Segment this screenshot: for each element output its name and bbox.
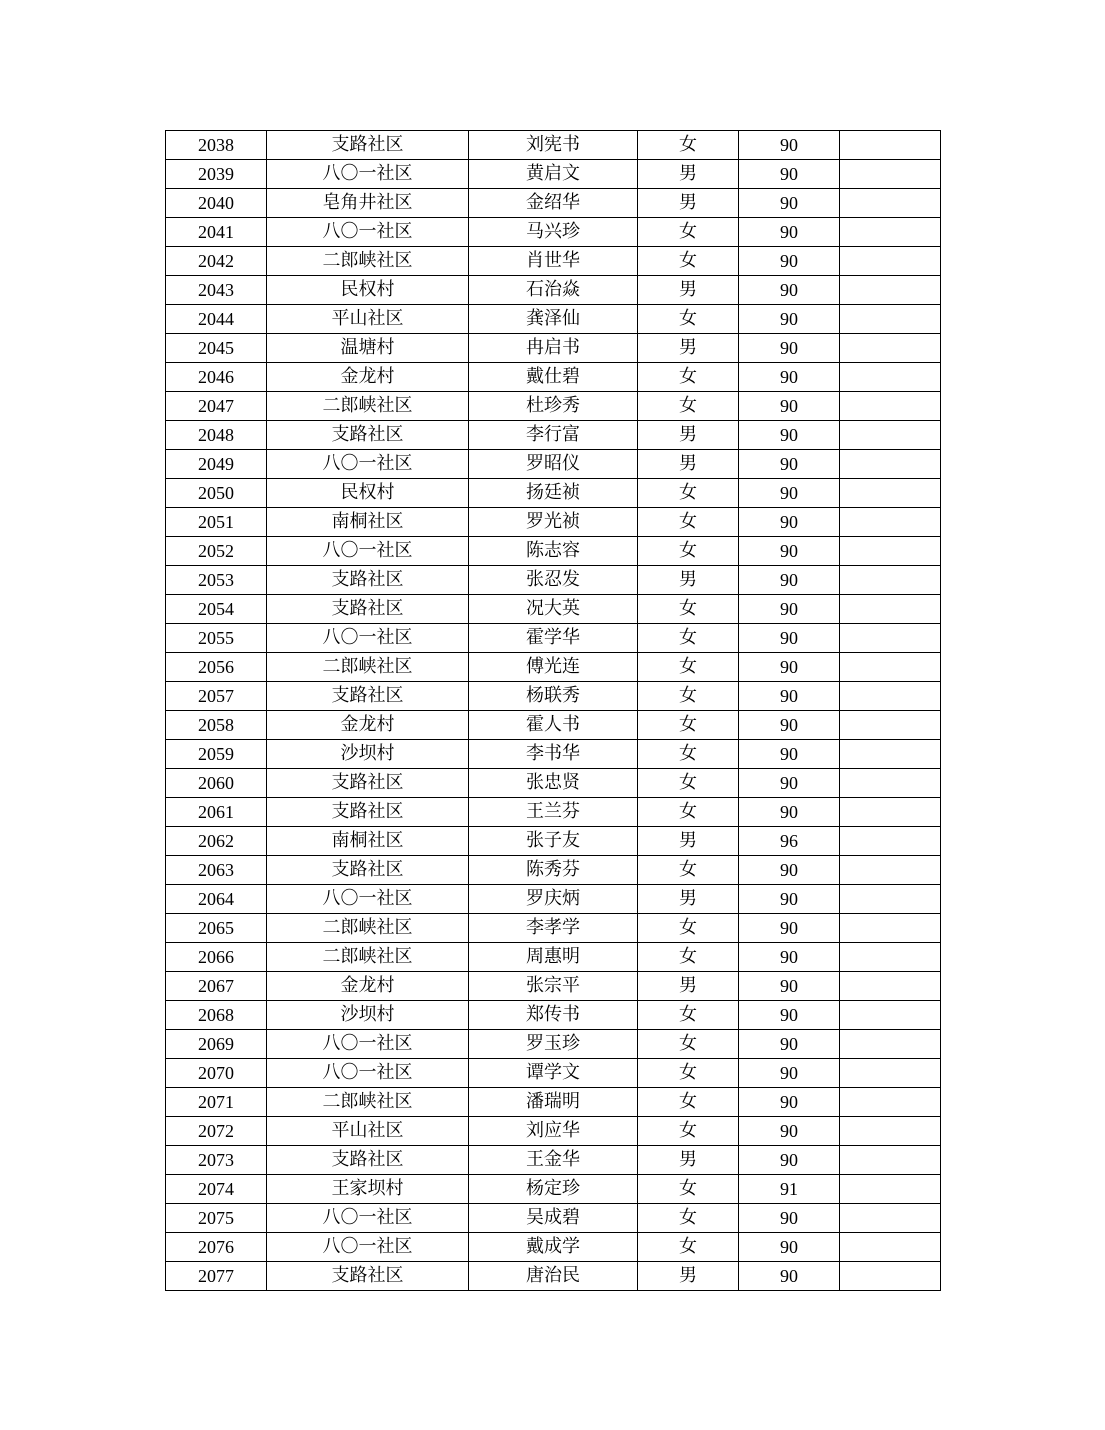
cell-note <box>840 160 941 189</box>
cell-community: 二郎峡社区 <box>267 1088 469 1117</box>
cell-note <box>840 740 941 769</box>
cell-age: 90 <box>739 1001 840 1030</box>
cell-note <box>840 1175 941 1204</box>
cell-community: 支路社区 <box>267 421 469 450</box>
table-row <box>166 914 941 943</box>
cell-age: 90 <box>739 566 840 595</box>
cell-name: 傅光连 <box>469 653 638 682</box>
cell-note <box>840 885 941 914</box>
cell-gender: 女 <box>638 1117 739 1146</box>
cell-name: 金绍华 <box>469 189 638 218</box>
cell-number: 2045 <box>166 334 267 363</box>
cell-note <box>840 392 941 421</box>
cell-note <box>840 682 941 711</box>
cell-gender: 女 <box>638 711 739 740</box>
cell-number: 2060 <box>166 769 267 798</box>
cell-age: 90 <box>739 1088 840 1117</box>
cell-age: 90 <box>739 247 840 276</box>
cell-community: 支路社区 <box>267 595 469 624</box>
cell-name: 况大英 <box>469 595 638 624</box>
cell-note <box>840 943 941 972</box>
cell-community: 八〇一社区 <box>267 537 469 566</box>
table-row <box>166 856 941 885</box>
cell-age: 90 <box>739 421 840 450</box>
cell-note <box>840 508 941 537</box>
cell-name: 潘瑞明 <box>469 1088 638 1117</box>
table-row <box>166 798 941 827</box>
cell-note <box>840 711 941 740</box>
cell-age: 90 <box>739 682 840 711</box>
cell-age: 90 <box>739 798 840 827</box>
cell-name: 霍学华 <box>469 624 638 653</box>
cell-number: 2069 <box>166 1030 267 1059</box>
cell-name: 王金华 <box>469 1146 638 1175</box>
cell-gender: 女 <box>638 1175 739 1204</box>
cell-name: 罗庆炳 <box>469 885 638 914</box>
cell-number: 2042 <box>166 247 267 276</box>
table-row <box>166 1088 941 1117</box>
cell-age: 90 <box>739 450 840 479</box>
cell-age: 90 <box>739 1030 840 1059</box>
cell-gender: 女 <box>638 1001 739 1030</box>
cell-gender: 女 <box>638 1204 739 1233</box>
cell-note <box>840 363 941 392</box>
cell-name: 李孝学 <box>469 914 638 943</box>
cell-age: 90 <box>739 1204 840 1233</box>
cell-number: 2046 <box>166 363 267 392</box>
cell-name: 陈志容 <box>469 537 638 566</box>
cell-community: 支路社区 <box>267 1146 469 1175</box>
table-row <box>166 247 941 276</box>
cell-community: 支路社区 <box>267 798 469 827</box>
cell-gender: 男 <box>638 566 739 595</box>
cell-age: 90 <box>739 131 840 160</box>
cell-number: 2064 <box>166 885 267 914</box>
table-row <box>166 218 941 247</box>
cell-community: 平山社区 <box>267 305 469 334</box>
cell-age: 90 <box>739 479 840 508</box>
cell-name: 王兰芬 <box>469 798 638 827</box>
cell-gender: 女 <box>638 914 739 943</box>
cell-age: 90 <box>739 1233 840 1262</box>
cell-number: 2067 <box>166 972 267 1001</box>
cell-gender: 女 <box>638 1059 739 1088</box>
cell-age: 90 <box>739 653 840 682</box>
cell-age: 90 <box>739 914 840 943</box>
table-row <box>166 566 941 595</box>
cell-gender: 女 <box>638 682 739 711</box>
cell-name: 马兴珍 <box>469 218 638 247</box>
cell-note <box>840 276 941 305</box>
cell-gender: 女 <box>638 595 739 624</box>
table-row <box>166 131 941 160</box>
cell-gender: 男 <box>638 885 739 914</box>
table-row <box>166 1146 941 1175</box>
cell-note <box>840 1030 941 1059</box>
table-row <box>166 740 941 769</box>
cell-name: 张忍发 <box>469 566 638 595</box>
cell-age: 90 <box>739 1059 840 1088</box>
cell-gender: 女 <box>638 1030 739 1059</box>
cell-name: 肖世华 <box>469 247 638 276</box>
table-row <box>166 972 941 1001</box>
table-row <box>166 827 941 856</box>
cell-name: 李行富 <box>469 421 638 450</box>
table-row <box>166 479 941 508</box>
cell-name: 扬廷祯 <box>469 479 638 508</box>
cell-name: 罗光祯 <box>469 508 638 537</box>
cell-age: 90 <box>739 392 840 421</box>
cell-gender: 男 <box>638 1262 739 1291</box>
cell-name: 刘应华 <box>469 1117 638 1146</box>
table-row <box>166 1059 941 1088</box>
cell-community: 王家坝村 <box>267 1175 469 1204</box>
cell-note <box>840 856 941 885</box>
cell-gender: 女 <box>638 305 739 334</box>
cell-age: 90 <box>739 189 840 218</box>
cell-age: 90 <box>739 943 840 972</box>
cell-number: 2050 <box>166 479 267 508</box>
cell-community: 二郎峡社区 <box>267 247 469 276</box>
cell-number: 2053 <box>166 566 267 595</box>
cell-community: 支路社区 <box>267 769 469 798</box>
cell-number: 2051 <box>166 508 267 537</box>
cell-age: 90 <box>739 595 840 624</box>
cell-name: 罗昭仪 <box>469 450 638 479</box>
cell-community: 支路社区 <box>267 566 469 595</box>
cell-number: 2055 <box>166 624 267 653</box>
cell-note <box>840 1146 941 1175</box>
table-row <box>166 624 941 653</box>
table-row <box>166 189 941 218</box>
table-row <box>166 711 941 740</box>
cell-gender: 男 <box>638 334 739 363</box>
cell-gender: 女 <box>638 537 739 566</box>
cell-number: 2074 <box>166 1175 267 1204</box>
roster-body <box>166 131 941 1291</box>
cell-age: 90 <box>739 363 840 392</box>
cell-community: 二郎峡社区 <box>267 943 469 972</box>
cell-community: 二郎峡社区 <box>267 392 469 421</box>
cell-number: 2049 <box>166 450 267 479</box>
cell-gender: 女 <box>638 392 739 421</box>
cell-number: 2040 <box>166 189 267 218</box>
cell-gender: 男 <box>638 450 739 479</box>
cell-number: 2065 <box>166 914 267 943</box>
cell-number: 2056 <box>166 653 267 682</box>
cell-name: 谭学文 <box>469 1059 638 1088</box>
cell-name: 戴仕碧 <box>469 363 638 392</box>
cell-number: 2057 <box>166 682 267 711</box>
cell-community: 南桐社区 <box>267 508 469 537</box>
cell-community: 支路社区 <box>267 131 469 160</box>
cell-number: 2063 <box>166 856 267 885</box>
cell-age: 90 <box>739 1146 840 1175</box>
cell-note <box>840 827 941 856</box>
cell-age: 90 <box>739 1117 840 1146</box>
table-row <box>166 1233 941 1262</box>
cell-note <box>840 1204 941 1233</box>
table-row <box>166 160 941 189</box>
cell-gender: 女 <box>638 1088 739 1117</box>
cell-name: 杨定珍 <box>469 1175 638 1204</box>
cell-number: 2059 <box>166 740 267 769</box>
cell-gender: 男 <box>638 276 739 305</box>
cell-note <box>840 624 941 653</box>
cell-name: 石治焱 <box>469 276 638 305</box>
cell-name: 刘宪书 <box>469 131 638 160</box>
cell-name: 吴成碧 <box>469 1204 638 1233</box>
cell-note <box>840 479 941 508</box>
table-row <box>166 537 941 566</box>
cell-gender: 女 <box>638 653 739 682</box>
cell-note <box>840 421 941 450</box>
cell-age: 90 <box>739 218 840 247</box>
cell-gender: 男 <box>638 189 739 218</box>
table-row <box>166 943 941 972</box>
cell-community: 南桐社区 <box>267 827 469 856</box>
cell-name: 冉启书 <box>469 334 638 363</box>
cell-age: 90 <box>739 885 840 914</box>
cell-age: 90 <box>739 160 840 189</box>
cell-number: 2075 <box>166 1204 267 1233</box>
cell-community: 支路社区 <box>267 856 469 885</box>
cell-note <box>840 334 941 363</box>
cell-gender: 女 <box>638 218 739 247</box>
cell-community: 八〇一社区 <box>267 1204 469 1233</box>
cell-note <box>840 595 941 624</box>
cell-age: 90 <box>739 624 840 653</box>
cell-community: 支路社区 <box>267 682 469 711</box>
table-row <box>166 595 941 624</box>
cell-community: 沙坝村 <box>267 1001 469 1030</box>
cell-gender: 男 <box>638 160 739 189</box>
cell-number: 2044 <box>166 305 267 334</box>
cell-note <box>840 653 941 682</box>
cell-note <box>840 798 941 827</box>
cell-community: 二郎峡社区 <box>267 914 469 943</box>
cell-number: 2076 <box>166 1233 267 1262</box>
cell-number: 2062 <box>166 827 267 856</box>
cell-number: 2073 <box>166 1146 267 1175</box>
cell-age: 90 <box>739 769 840 798</box>
cell-age: 91 <box>739 1175 840 1204</box>
cell-name: 罗玉珍 <box>469 1030 638 1059</box>
cell-community: 沙坝村 <box>267 740 469 769</box>
table-row <box>166 682 941 711</box>
cell-name: 张忠贤 <box>469 769 638 798</box>
table-row <box>166 305 941 334</box>
table-row <box>166 1030 941 1059</box>
cell-number: 2070 <box>166 1059 267 1088</box>
cell-note <box>840 537 941 566</box>
cell-age: 96 <box>739 827 840 856</box>
cell-number: 2077 <box>166 1262 267 1291</box>
table-row <box>166 334 941 363</box>
cell-gender: 女 <box>638 943 739 972</box>
table-row <box>166 363 941 392</box>
cell-number: 2072 <box>166 1117 267 1146</box>
cell-note <box>840 972 941 1001</box>
cell-community: 八〇一社区 <box>267 1233 469 1262</box>
cell-number: 2039 <box>166 160 267 189</box>
cell-note <box>840 1262 941 1291</box>
cell-note <box>840 450 941 479</box>
cell-note <box>840 247 941 276</box>
cell-name: 张宗平 <box>469 972 638 1001</box>
table-row <box>166 1001 941 1030</box>
cell-community: 八〇一社区 <box>267 160 469 189</box>
cell-name: 周惠明 <box>469 943 638 972</box>
cell-note <box>840 1001 941 1030</box>
cell-community: 金龙村 <box>267 363 469 392</box>
cell-name: 郑传书 <box>469 1001 638 1030</box>
cell-number: 2058 <box>166 711 267 740</box>
cell-age: 90 <box>739 305 840 334</box>
cell-number: 2061 <box>166 798 267 827</box>
cell-gender: 男 <box>638 421 739 450</box>
cell-gender: 女 <box>638 856 739 885</box>
cell-community: 八〇一社区 <box>267 1030 469 1059</box>
cell-community: 二郎峡社区 <box>267 653 469 682</box>
cell-number: 2038 <box>166 131 267 160</box>
cell-name: 霍人书 <box>469 711 638 740</box>
cell-community: 八〇一社区 <box>267 624 469 653</box>
cell-note <box>840 1059 941 1088</box>
table-row <box>166 1262 941 1291</box>
cell-community: 支路社区 <box>267 1262 469 1291</box>
cell-name: 龚泽仙 <box>469 305 638 334</box>
table-row <box>166 885 941 914</box>
cell-name: 陈秀芬 <box>469 856 638 885</box>
cell-gender: 女 <box>638 624 739 653</box>
cell-name: 杨联秀 <box>469 682 638 711</box>
table-row <box>166 421 941 450</box>
cell-name: 黄启文 <box>469 160 638 189</box>
cell-gender: 男 <box>638 1146 739 1175</box>
cell-community: 金龙村 <box>267 972 469 1001</box>
cell-community: 民权村 <box>267 276 469 305</box>
cell-gender: 女 <box>638 740 739 769</box>
cell-number: 2054 <box>166 595 267 624</box>
cell-age: 90 <box>739 1262 840 1291</box>
cell-age: 90 <box>739 711 840 740</box>
cell-note <box>840 131 941 160</box>
cell-note <box>840 914 941 943</box>
cell-note <box>840 769 941 798</box>
table-row <box>166 1117 941 1146</box>
cell-note <box>840 189 941 218</box>
cell-number: 2043 <box>166 276 267 305</box>
cell-community: 温塘村 <box>267 334 469 363</box>
cell-community: 八〇一社区 <box>267 1059 469 1088</box>
cell-number: 2041 <box>166 218 267 247</box>
cell-name: 李书华 <box>469 740 638 769</box>
cell-gender: 女 <box>638 798 739 827</box>
cell-note <box>840 1233 941 1262</box>
cell-age: 90 <box>739 276 840 305</box>
cell-gender: 男 <box>638 972 739 1001</box>
table-row <box>166 392 941 421</box>
table-row <box>166 769 941 798</box>
cell-number: 2052 <box>166 537 267 566</box>
cell-community: 八〇一社区 <box>267 218 469 247</box>
cell-gender: 女 <box>638 1233 739 1262</box>
cell-number: 2071 <box>166 1088 267 1117</box>
cell-number: 2068 <box>166 1001 267 1030</box>
table-row <box>166 508 941 537</box>
cell-gender: 男 <box>638 827 739 856</box>
cell-community: 皂角井社区 <box>267 189 469 218</box>
cell-note <box>840 566 941 595</box>
cell-community: 平山社区 <box>267 1117 469 1146</box>
cell-note <box>840 1117 941 1146</box>
table-row <box>166 653 941 682</box>
cell-age: 90 <box>739 537 840 566</box>
table-row <box>166 276 941 305</box>
cell-community: 八〇一社区 <box>267 885 469 914</box>
table-row <box>166 1175 941 1204</box>
table-row <box>166 450 941 479</box>
cell-gender: 女 <box>638 508 739 537</box>
cell-name: 杜珍秀 <box>469 392 638 421</box>
roster-table <box>165 130 941 1291</box>
cell-gender: 女 <box>638 769 739 798</box>
table-row <box>166 1204 941 1233</box>
cell-community: 金龙村 <box>267 711 469 740</box>
cell-note <box>840 1088 941 1117</box>
cell-number: 2066 <box>166 943 267 972</box>
cell-gender: 女 <box>638 247 739 276</box>
cell-number: 2048 <box>166 421 267 450</box>
cell-age: 90 <box>739 740 840 769</box>
cell-number: 2047 <box>166 392 267 421</box>
cell-age: 90 <box>739 972 840 1001</box>
cell-gender: 女 <box>638 131 739 160</box>
cell-age: 90 <box>739 856 840 885</box>
cell-gender: 女 <box>638 479 739 508</box>
cell-age: 90 <box>739 334 840 363</box>
cell-community: 民权村 <box>267 479 469 508</box>
cell-name: 张子友 <box>469 827 638 856</box>
cell-name: 唐治民 <box>469 1262 638 1291</box>
cell-note <box>840 305 941 334</box>
cell-gender: 女 <box>638 363 739 392</box>
cell-community: 八〇一社区 <box>267 450 469 479</box>
cell-name: 戴成学 <box>469 1233 638 1262</box>
cell-age: 90 <box>739 508 840 537</box>
cell-note <box>840 218 941 247</box>
